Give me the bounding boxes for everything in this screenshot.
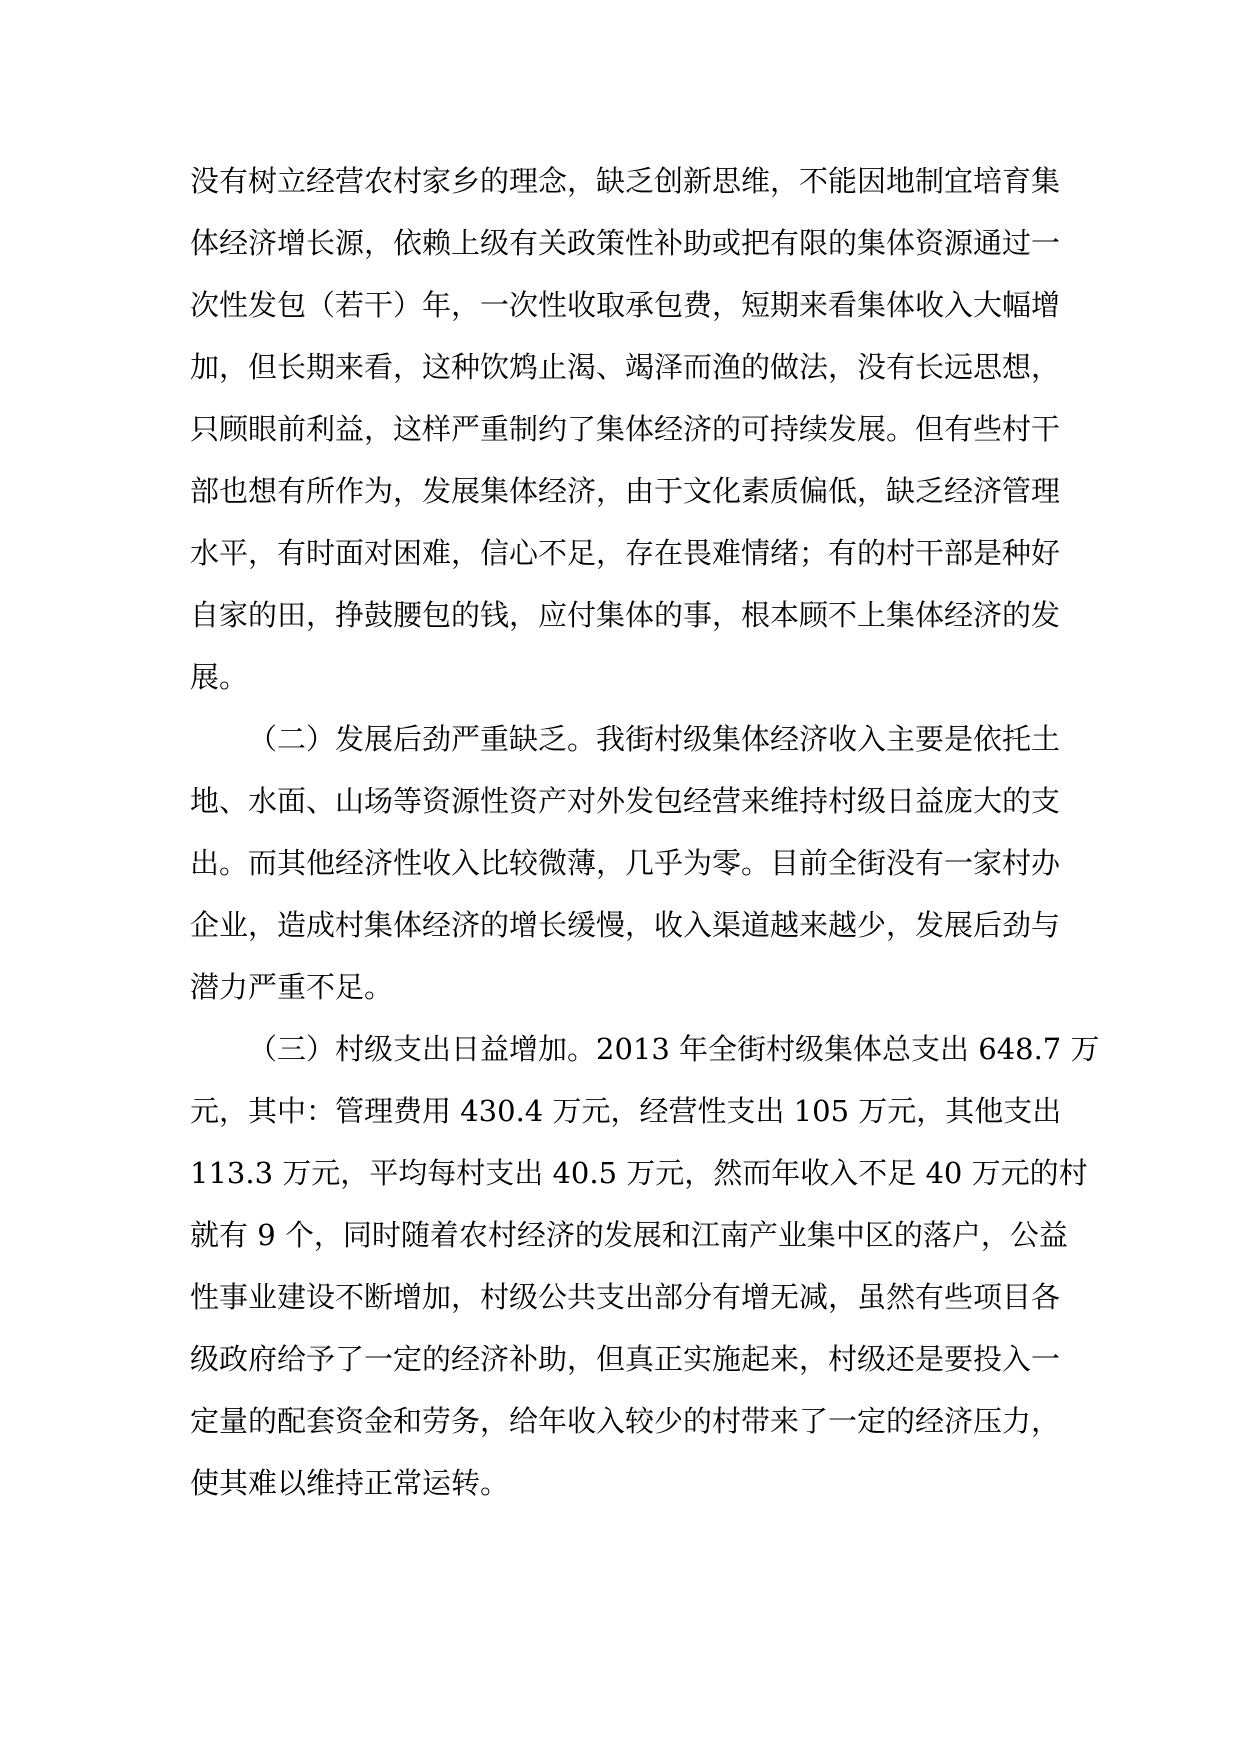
text-line: 加，但长期来看，这种饮鸩止渴、竭泽而渔的做法，没有长远思想， [190, 350, 1061, 384]
text-line: 部也想有所作为，发展集体经济，由于文化素质偏低，缺乏经济管理 [190, 474, 1061, 508]
text-line: 体经济增长源，依赖上级有关政策性补助或把有限的集体资源通过一 [190, 226, 1061, 260]
text-line: 没有树立经营农村家乡的理念，缺乏创新思维，不能因地制宜培育集 [190, 164, 1061, 198]
text-line: 出。而其他经济性收入比较微薄，几乎为零。目前全街没有一家村办 [190, 846, 1061, 880]
text-line: 展。 [190, 660, 249, 694]
text-line: 113.3 万元，平均每村支出 40.5 万元，然而年收入不足 40 万元的村 [190, 1156, 1088, 1190]
text-line: 使其难以维持正常运转。 [190, 1466, 510, 1500]
text-line: 性事业建设不断增加，村级公共支出部分有增无减，虽然有些项目各 [190, 1280, 1061, 1314]
text-line: （三）村级支出日益增加。2013 年全街村级集体总支出 648.7 万 [248, 1032, 1100, 1066]
text-line: 地、水面、山场等资源性资产对外发包经营来维持村级日益庞大的支 [190, 784, 1061, 818]
text-line: 次性发包（若干）年，一次性收取承包费，短期来看集体收入大幅增 [190, 288, 1061, 322]
text-line: 定量的配套资金和劳务，给年收入较少的村带来了一定的经济压力， [190, 1404, 1061, 1438]
text-line: 企业，造成村集体经济的增长缓慢，收入渠道越来越少，发展后劲与 [190, 908, 1061, 942]
text-line: 元，其中：管理费用 430.4 万元，经营性支出 105 万元，其他支出 [190, 1094, 1062, 1128]
text-line: 级政府给予了一定的经济补助，但真正实施起来，村级还是要投入一 [190, 1342, 1061, 1376]
text-line: （二）发展后劲严重缺乏。我街村级集体经济收入主要是依托土 [248, 722, 1061, 756]
text-line: 只顾眼前利益，这样严重制约了集体经济的可持续发展。但有些村干 [190, 412, 1061, 446]
text-line: 自家的田，挣鼓腰包的钱，应付集体的事，根本顾不上集体经济的发 [190, 598, 1061, 632]
text-line: 水平，有时面对困难，信心不足，存在畏难情绪；有的村干部是种好 [190, 536, 1061, 570]
text-line: 潜力严重不足。 [190, 970, 394, 1004]
text-line: 就有 9 个，同时随着农村经济的发展和江南产业集中区的落户，公益 [190, 1218, 1068, 1252]
